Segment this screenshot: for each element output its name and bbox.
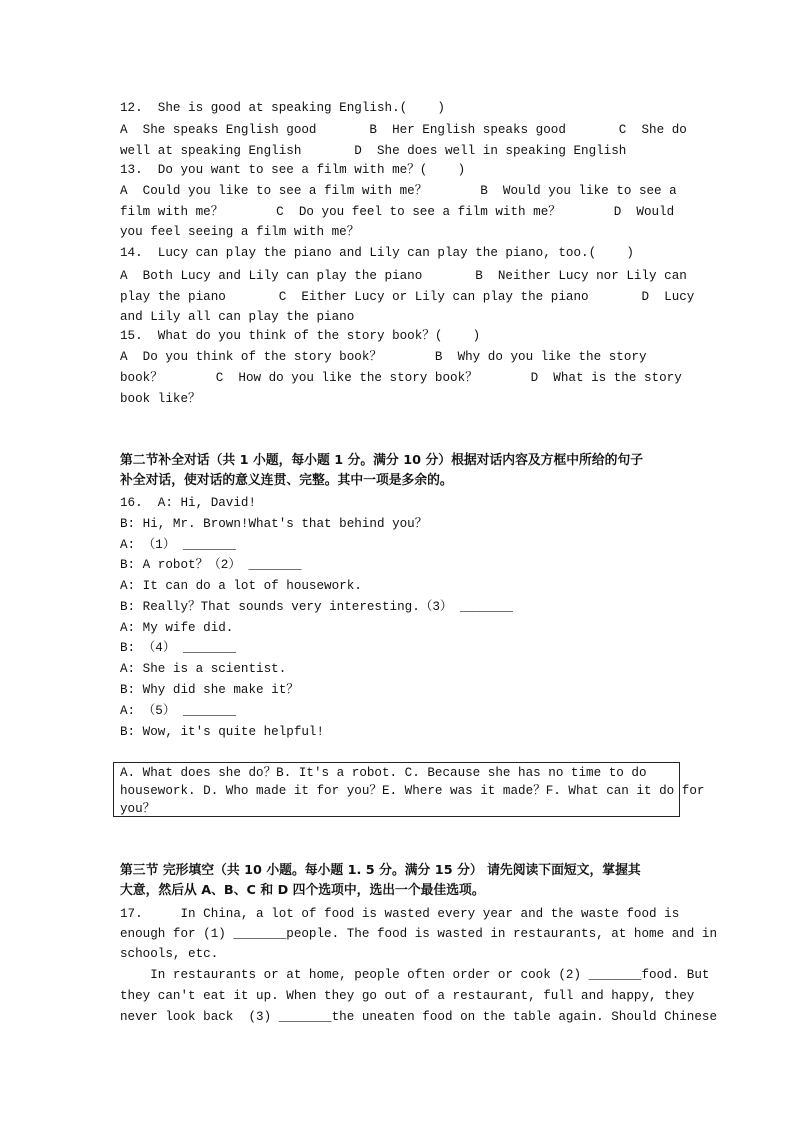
dialogue-line: A: My wife did.: [120, 621, 234, 635]
dialogue-line: B: Why did she make it？: [120, 683, 299, 697]
dialogue-line: B: （4） _______: [120, 641, 236, 655]
q13-stem: 13. Do you want to see a film with me？( ): [120, 163, 466, 177]
passage-line: 17. In China, a lot of food is wasted every year and the waste food is: [120, 907, 680, 921]
q13-options-line2: film with me？ C Do you feel to see a film with me？ D Would: [120, 205, 675, 219]
dialogue-options-box: [113, 762, 705, 817]
section3-heading-line2: 大意，然后从 A、B、C 和 D 四个选项中，选出一个最佳选项。: [120, 883, 485, 898]
q14-options-line1: A Both Lucy and Lily can play the piano B Neither Lucy nor Lily can: [120, 269, 687, 283]
section2-heading-line1: 第二节补全对话（共 1 小题，每小题 1 分。满分 10 分）根据对话内容及方框中所给的句子: [120, 453, 644, 468]
section3-heading-line1: 第三节 完形填空（共 10 小题。每小题 1. 5 分。满分 15 分） 请先阅读下面短文，掌握其: [120, 863, 641, 878]
q15-stem: 15. What do you think of the story book？( ): [120, 329, 481, 343]
q12-options-line1: A She speaks English good B Her English speaks good C She do: [120, 123, 687, 137]
passage-line: In restaurants or at home, people often order or cook (2) _______food. But: [120, 968, 710, 982]
q14-options-line3: and Lily all can play the piano: [120, 310, 355, 324]
section2-heading-line2: 补全对话，使对话的意义连贯、完整。其中一项是多余的。: [120, 473, 453, 488]
passage-line: they can't eat it up. When they go out of a restaurant, full and happy, they: [120, 989, 695, 1003]
passage-line: never look back (3) _______the uneaten food on the table again. Should Chinese: [120, 1010, 718, 1024]
q15-options-line1: A Do you think of the story book？ B Why do you like the story: [120, 350, 647, 364]
dialogue-line: 16. A: Hi, David!: [120, 496, 257, 510]
dialogue-line: B: Wow, it's quite helpful!: [120, 725, 325, 739]
q14-stem: 14. Lucy can play the piano and Lily can play the piano, too.( ): [120, 246, 634, 260]
dialogue-line: B: Really？That sounds very interesting.（3） _______: [120, 600, 513, 614]
passage-line: schools, etc.: [120, 947, 219, 961]
q15-options-line2: book？ C How do you like the story book？ D What is the story: [120, 371, 682, 385]
dialogue-line: B: A robot？（2） _______: [120, 558, 302, 572]
q12-options-line2: well at speaking English D She does well in speaking English: [120, 144, 627, 158]
q13-options-line3: you feel seeing a film with me？: [120, 225, 360, 239]
q14-options-line2: play the piano C Either Lucy or Lily can play the piano D Lucy: [120, 290, 695, 304]
dialogue-line: A: She is a scientist.: [120, 662, 287, 676]
options-box-line2: housework. D. Who made it for you？E. Where was it made？F. What can it do for: [120, 784, 705, 798]
q12-stem: 12. She is good at speaking English.( ): [120, 101, 445, 115]
dialogue-line: A: （5） _______: [120, 704, 236, 718]
passage-line: enough for (1) _______people. The food is wasted in restaurants, at home and in: [120, 927, 718, 941]
options-box-line1: A. What does she do？B. It's a robot. C. Because she has no time to do: [120, 766, 647, 780]
q15-options-line3: book like？: [120, 392, 201, 406]
dialogue-line: B: Hi, Mr. Brown!What's that behind you？: [120, 517, 428, 531]
dialogue-line: A: It can do a lot of housework.: [120, 579, 362, 593]
options-box-line3: you？: [120, 802, 156, 816]
dialogue-line: A: （1） _______: [120, 538, 236, 552]
q13-options-line1: A Could you like to see a film with me？ B Would you like to see a: [120, 184, 677, 198]
